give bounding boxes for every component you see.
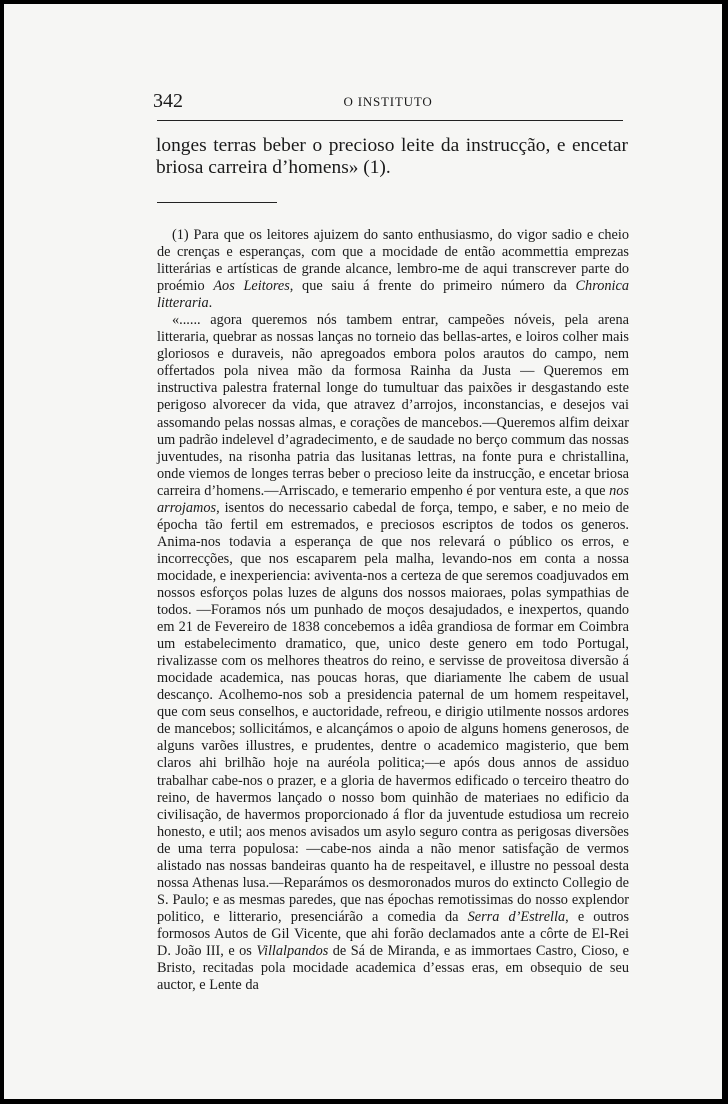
footnote-separator bbox=[157, 202, 277, 203]
page-number: 342 bbox=[153, 90, 183, 112]
footnote bbox=[157, 227, 629, 994]
footnote-text: . bbox=[208, 295, 213, 312]
italic-phrase: nos arrojamos bbox=[157, 482, 629, 516]
italic-title: Aos Leitores bbox=[213, 278, 290, 295]
footnote-text: (1) Para que os leitores ajuizem do santo enthusiasmo, do vigor sadio e cheio de crenças e esperanças, com que a mocidade de então acommettia emprezas litterárias e artísticas de grande alcance, lembro-me de aqui transcrever parte do proémio bbox=[157, 227, 629, 295]
italic-title: Villalpandos bbox=[256, 942, 329, 959]
header-rule bbox=[157, 120, 623, 121]
running-title: O INSTITUTO bbox=[343, 94, 433, 109]
body-paragraph: longes terras beber o precioso leite da instrucção, e encetar briosa carreira d’homens» (1). bbox=[156, 135, 628, 178]
footnote-text: , que saiu á frente do primeiro número da bbox=[289, 278, 576, 295]
italic-title: Chronica litteraria bbox=[157, 278, 629, 312]
quoted-text: , e outros formosos Autos de Gil Vicente, que ahi forão declamados ante a côrte de El-Rei D. João III, e os bbox=[157, 908, 630, 959]
quoted-text: de Sá de Miranda, e as immortaes Castro, Cioso, e Bristo, recitadas pola mocidade academica d’essas eras, em obsequio de seu auctor, e Lente da bbox=[157, 942, 629, 994]
quoted-text: «...... agora queremos nós tambem entrar, campeões nóveis, pela arena litteraria, quebrar as nossas lanças no torneio das bellas-artes, e loiros colher mais gloriosos e duraveis, não apregoados embora polos arautos do campo, nem offertados pola nivea mão da formosa Rainha da Justa — Queremos em instructiva palestra fraternal longe do tumultuar das paixões ir desgastando este perigoso alvorecer da vida, que atravez d’arrojos, inconstancias, e desejos vai assomando pelas nossas almas, e corações de mancebos.—Queremos alfim deixar um padrão indelevel d’agradecimento, e de saudade no berço commum das nossas juventudes, na risonha patria das lusitanas lettras, na fonte pura e christallina, onde viemos de longes terras beber o precioso leite da instrucção, e encetar briosa carreira d’homens.—Arriscado, e temerario empenho é por ventura este, a que bbox=[157, 312, 629, 499]
body-text bbox=[156, 135, 628, 179]
italic-title: Serra d’Estrella bbox=[467, 908, 566, 925]
footnote-paragraph-2 bbox=[157, 312, 629, 994]
page-header bbox=[153, 90, 623, 114]
footnote-paragraph-1 bbox=[157, 227, 629, 312]
quoted-text: , isentos do necessario cabedal de força, tempo, e saber, e no meio de épocha tão fertil em estremados, e preciosos escriptos de todos os generos. Anima-nos todavia a esperança de que nos relevará o público os erros, e incorrecções, que nos escaparem pela malha, levando-nos em conta a nossa mocidade, e inexperiencia: aviventa-nos a certeza de que seremos coadjuvados em nossos esforços polas luzes de alguns dos nossos maioraes, polas sympathias de todos. —Foramos nós um punhado de moços desajudados, e inexpertos, quando em 21 de Fevereiro de 1838 concebemos a idêa grandiosa de formar em Coimbra um estabelecimento dramatico, que, unico deste genero em todo Portugal, rivalizasse com os melhores theatros do reino, e servisse de proveitosa diversão á mocidade academica, nas poucas horas, que diariamente lhe cabem de usual descanço. Acolhemo-nos sob a presidencia paternal de um homem respeitavel, que com seus conselhos, e auctoridade, refreou, e dirigio utilmente nossos ardores de mancebos; sollicitámos, e alcançámos o apoio de alguns homens generosos, de alguns varões illustres, e prudentes, dentre o academico magisterio, que bem claros ahi brilhão hoje na auréola politica;—e após dous annos de assiduo trabalhar cabe-nos o prazer, e a gloria de havermos edificado o terceiro theatro do reino, de havermos lançado o nosso bom quinhão de materiaes no edificio da civilisação, de havermos proporcionado á flor da juventude estudiosa um recreio honesto, e util; aos menos avisados um asylo seguro contra as perigosas diversões de uma terra populosa: —cabe-nos ainda a não menor satisfação de vermos alistado nas nossas bandeiras quanto ha de respeitavel, e illustre no pessoal desta nossa Athenas lusa.—Reparámos os desmoronados muros do extincto Collegio de S. Paulo; e as mesmas paredes, que nas épochas remotissimas do nosso explendor politico, e litterario, presenciárão a comedia da bbox=[157, 499, 629, 925]
